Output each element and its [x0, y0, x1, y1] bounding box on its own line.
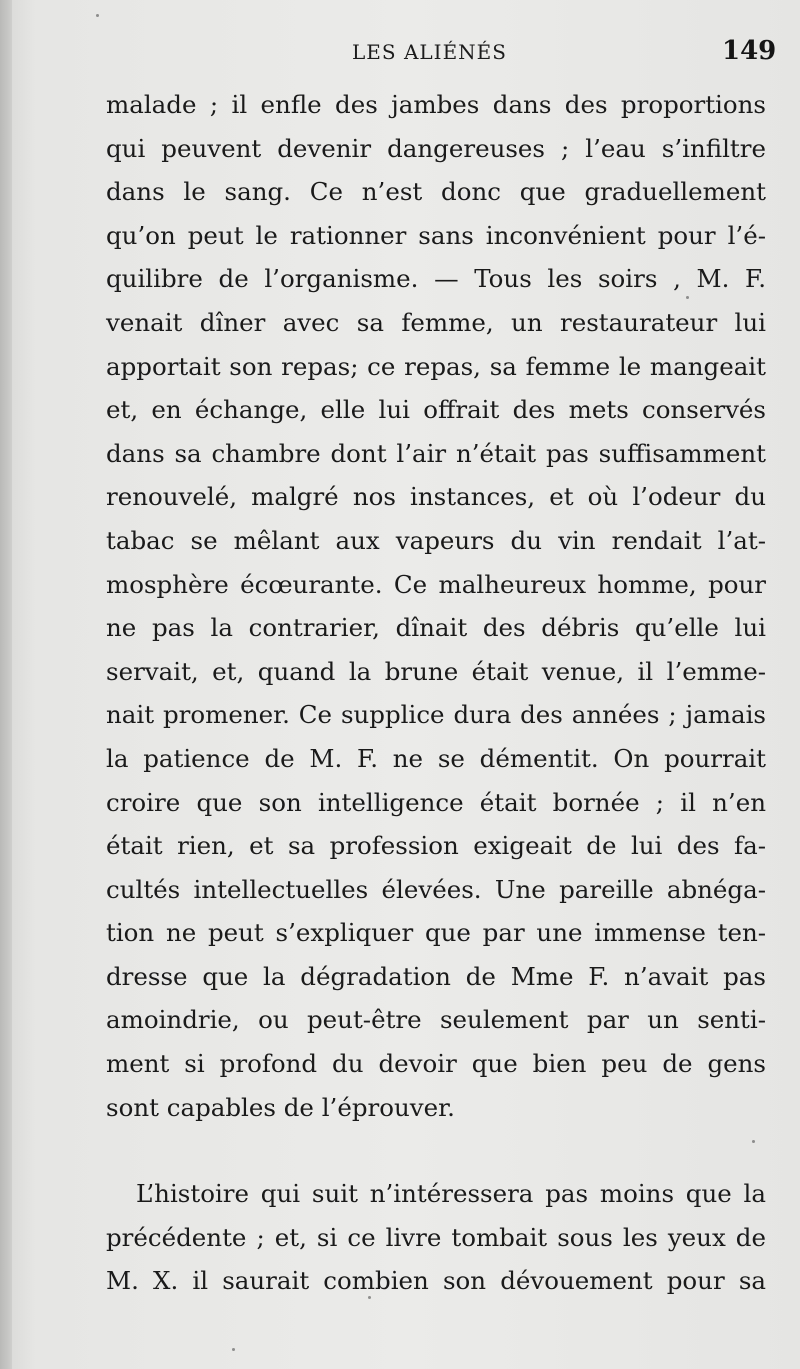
text-line: amoindrie, ou peut-être seulement par un senti- [106, 1005, 766, 1035]
text-line: renouvelé, malgré nos instances, et où l’odeur du [106, 482, 766, 512]
text-line: tion ne peut s’expliquer que par une immense ten- [106, 918, 766, 948]
text-line: dans le sang. Ce n’est donc que graduellement [106, 177, 766, 207]
text-line: qu’on peut le rationner sans inconvénient pour l’é- [106, 220, 766, 250]
text-line: mosphère écœurante. Ce malheureux homme, pour [106, 569, 766, 599]
text-line: tabac se mêlant aux vapeurs du vin rendait l’at- [106, 525, 766, 555]
text-line: était rien, et sa profession exigeait de lui des fa- [106, 831, 766, 861]
text-line: et, en échange, elle lui offrait des mets conservés [106, 395, 766, 425]
text-line: apportait son repas; ce repas, sa femme le mangeait [106, 351, 766, 381]
text-line: qui peuvent devenir dangereuses ; l’eau s’infiltre [106, 133, 766, 163]
paragraph-gap [106, 1129, 766, 1172]
body-text [106, 83, 766, 1303]
text-line: sont capables de l’éprouver. [106, 1092, 455, 1122]
text-line: ne pas la contrarier, dînait des débris qu’elle lui [106, 613, 766, 643]
text-line: la patience de M. F. ne se démentit. On pourrait [106, 743, 766, 773]
paper-speck [752, 1140, 755, 1143]
paper-speck [232, 1348, 235, 1351]
paper-speck [96, 14, 99, 17]
text-line: nait promener. Ce supplice dura des années ; jamais [106, 700, 766, 730]
text-line: venait dîner avec sa femme, un restaurateur lui [106, 307, 766, 337]
text-line: précédente ; et, si ce livre tombait sous les yeux de [106, 1222, 766, 1252]
text-line: croire que son intelligence était bornée ; il n’en [106, 787, 766, 817]
paper-speck [686, 296, 689, 299]
text-line: quilibre de l’organisme. — Tous les soirs , M. F. [106, 264, 766, 294]
page-number: 149 [722, 36, 777, 66]
running-header [0, 36, 800, 76]
text-line: ment si profond du devoir que bien peu de gens [106, 1049, 766, 1079]
paper-speck [368, 1296, 371, 1299]
text-line: cultés intellectuelles élevées. Une pareille abnéga- [106, 874, 766, 904]
text-line: malade ; il enfle des jambes dans des proportions [106, 90, 766, 119]
text-line: L’histoire qui suit n’intéressera pas moins que la [136, 1179, 766, 1209]
text-line: dans sa chambre dont l’air n’était pas suffisamment [106, 438, 766, 468]
running-title: LES ALIÉNÉS [352, 40, 507, 64]
text-line: dresse que la dégradation de Mme F. n’avait pas [106, 961, 766, 991]
text-line: servait, et, quand la brune était venue, il l’emme- [106, 656, 766, 686]
text-line: M. X. il saurait combien son dévouement pour sa [106, 1266, 766, 1296]
